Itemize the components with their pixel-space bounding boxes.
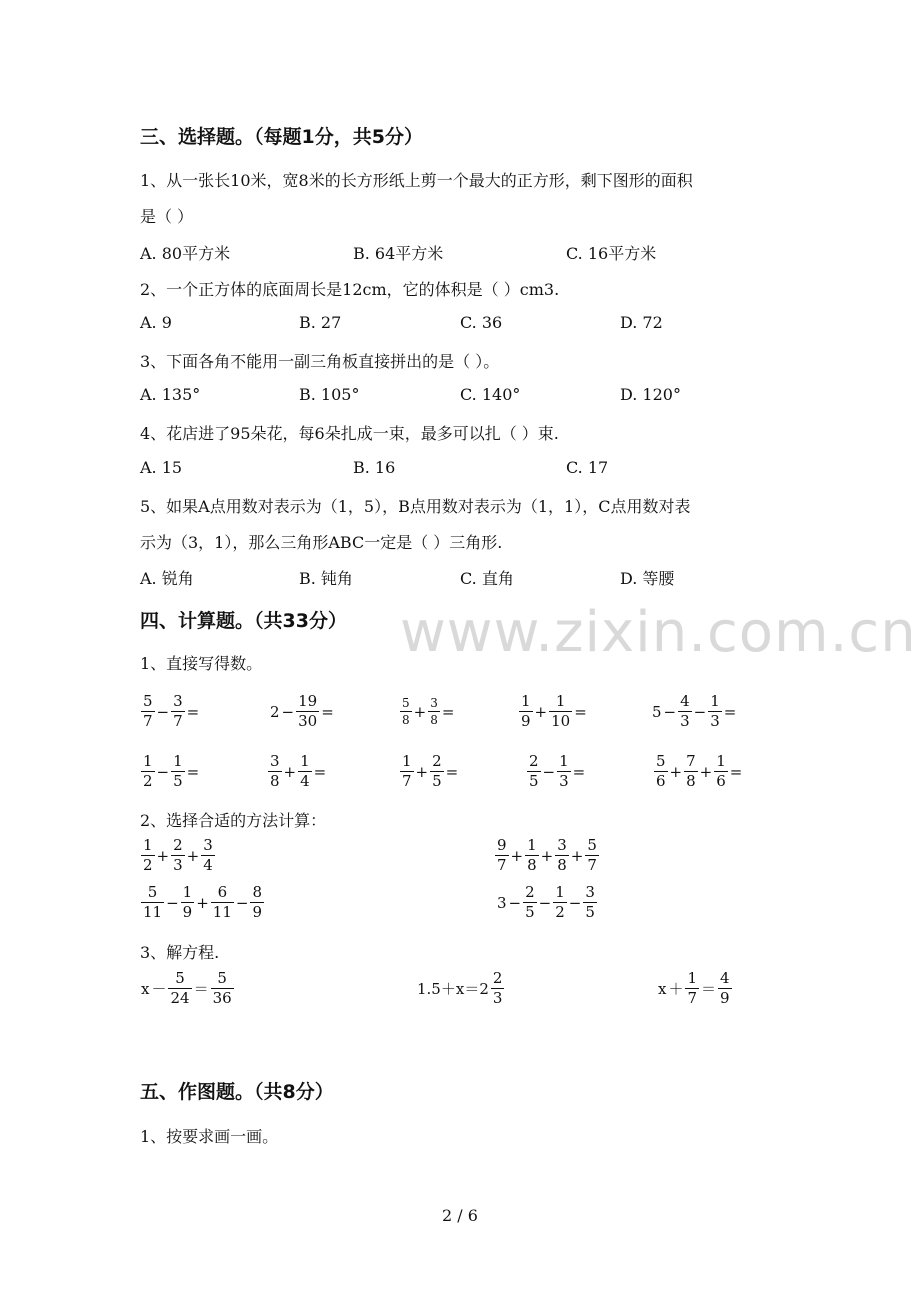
fraction: $\frac{1}{9}$: [521, 692, 531, 730]
q2-option-d: D. 72: [620, 313, 663, 332]
fraction: $\frac{5}{6}$: [656, 752, 666, 790]
fraction: $\frac{7}{8}$: [686, 752, 696, 790]
fraction: $\frac{5}{11}$: [143, 883, 163, 921]
fraction: $\frac{5}{36}$: [212, 969, 232, 1007]
fraction: $\frac{3}{8}$: [270, 752, 280, 790]
equation-1: x － $\frac{5}{24}$ ＝ $\frac{5}{36}$: [141, 969, 232, 1007]
method-calc-4: 3 − $\frac{2}{5}$ − $\frac{1}{2}$ − $\frac{3}{5}$: [497, 883, 595, 921]
fraction: $\frac{1}{3}$: [710, 692, 720, 730]
fraction: $\frac{1}{2}$: [555, 883, 565, 921]
calc-5: 5 − $\frac{4}{3}$ − $\frac{1}{3}$ =: [652, 692, 737, 730]
method-calc-1: $\frac{1}{2}$ + $\frac{2}{3}$ + $\frac{3}{4}$: [143, 836, 213, 874]
fraction: $\frac{1}{7}$: [402, 752, 412, 790]
fraction: $\frac{5}{8}$: [402, 696, 410, 727]
q1-line2: 是（ ）: [140, 207, 194, 226]
q2-option-c: C. 36: [460, 313, 503, 332]
fraction: $\frac{1}{7}$: [687, 969, 698, 1007]
q5-line1: 5、如果A点用数对表示为（1，5），B点用数对表示为（1，1），C点用数对表: [140, 497, 691, 516]
q1-option-a: A. 80平方米: [140, 244, 231, 263]
calc-8: $\frac{1}{7}$ + $\frac{2}{5}$ =: [402, 752, 459, 790]
fraction: $\frac{4}{3}$: [680, 692, 690, 730]
q3-option-c: C. 140°: [460, 385, 521, 404]
fraction: $\frac{2}{5}$: [525, 883, 535, 921]
fraction: $\frac{5}{24}$: [170, 969, 190, 1007]
fraction: $\frac{8}{9}$: [252, 883, 263, 921]
fraction: $\frac{1}{8}$: [527, 836, 537, 874]
fraction: $\frac{1}{9}$: [182, 883, 193, 921]
draw-part1-label: 1、按要求画一画。: [140, 1127, 279, 1146]
q4-option-c: C. 17: [566, 458, 609, 477]
q3-option-b: B. 105°: [299, 385, 360, 404]
equation-3: x ＋ $\frac{1}{7}$ ＝ $\frac{4}{9}$: [658, 969, 730, 1007]
q3: 3、下面各角不能用一副三角板直接拼出的是（ ）。: [140, 352, 500, 371]
q5-option-b: B. 钝角: [299, 569, 353, 588]
page-number: 2 / 6: [442, 1206, 478, 1225]
watermark: www.zixin.com.cn: [400, 600, 917, 665]
fraction: $\frac{1}{2}$: [143, 836, 153, 874]
fraction: $\frac{3}{4}$: [203, 836, 213, 874]
fraction: $\frac{6}{11}$: [212, 883, 232, 921]
calc-4: $\frac{1}{9}$ + $\frac{1}{10}$ =: [521, 692, 587, 730]
calc-6: $\frac{1}{2}$ − $\frac{1}{5}$ =: [143, 752, 200, 790]
fraction: $\frac{2}{3}$: [492, 969, 503, 1007]
fraction: $\frac{1}{4}$: [300, 752, 310, 790]
method-calc-3: $\frac{5}{11}$ − $\frac{1}{9}$ + $\frac{6}{11}$ − $\frac{8}{9}$: [143, 883, 263, 921]
section4-title: 四、计算题。（共33分）: [140, 610, 347, 632]
fraction: $\frac{3}{5}$: [585, 883, 595, 921]
q5-option-a: A. 锐角: [140, 569, 194, 588]
q5-option-c: C. 直角: [460, 569, 514, 588]
calc-7: $\frac{3}{8}$ + $\frac{1}{4}$ =: [270, 752, 327, 790]
part3-label: 3、解方程.: [140, 943, 220, 962]
fraction: $\frac{9}{7}$: [497, 836, 507, 874]
q4: 4、花店进了95朵花，每6朵扎成一束，最多可以扎（ ）束.: [140, 424, 559, 443]
calc-10: $\frac{5}{6}$ + $\frac{7}{8}$ + $\frac{1}{6}$ =: [656, 752, 743, 790]
q1-line1: 1、从一张长10米，宽8米的长方形纸上剪一个最大的正方形，剩下图形的面积: [140, 171, 693, 190]
calc-3: $\frac{5}{8}$ + $\frac{3}{8}$ =: [402, 696, 455, 727]
fraction: $\frac{1}{5}$: [173, 752, 183, 790]
method-calc-2: $\frac{9}{7}$ + $\frac{1}{8}$ + $\frac{3}{8}$ + $\frac{5}{7}$: [497, 836, 597, 874]
q2: 2、一个正方体的底面周长是12cm，它的体积是（ ）cm3.: [140, 280, 560, 299]
calc-1: $\frac{5}{7}$ − $\frac{3}{7}$ =: [143, 692, 200, 730]
fraction: $\frac{2}{5}$: [432, 752, 442, 790]
fraction: $\frac{1}{10}$: [551, 692, 571, 730]
part2-label: 2、选择合适的方法计算：: [140, 811, 327, 830]
fraction: $\frac{5}{7}$: [587, 836, 597, 874]
q2-option-a: A. 9: [140, 313, 172, 332]
fraction: $\frac{1}{2}$: [143, 752, 153, 790]
fraction: $\frac{3}{8}$: [430, 696, 438, 727]
fraction: $\frac{1}{6}$: [716, 752, 726, 790]
equation-2: 1.5＋x＝2 $\frac{2}{3}$: [417, 969, 503, 1007]
fraction: $\frac{19}{30}$: [298, 692, 318, 730]
section3-title: 三、选择题。（每题1分，共5分）: [140, 126, 423, 148]
q1-option-b: B. 64平方米: [353, 244, 444, 263]
calc-2: 2 − $\frac{19}{30}$ =: [270, 692, 334, 730]
fraction: $\frac{2}{5}$: [529, 752, 539, 790]
fraction: $\frac{3}{8}$: [557, 836, 567, 874]
section5-title: 五、作图题。（共8分）: [140, 1081, 334, 1103]
part1-label: 1、直接写得数。: [140, 654, 263, 673]
fraction: $\frac{3}{7}$: [173, 692, 183, 730]
q5-line2: 示为（3，1），那么三角形ABC一定是（ ）三角形.: [140, 533, 503, 552]
q4-option-b: B. 16: [353, 458, 396, 477]
q5-option-d: D. 等腰: [620, 569, 675, 588]
fraction: $\frac{4}{9}$: [720, 969, 730, 1007]
fraction: $\frac{1}{3}$: [559, 752, 569, 790]
q3-option-a: A. 135°: [140, 385, 201, 404]
q1-option-c: C. 16平方米: [566, 244, 657, 263]
calc-9: $\frac{2}{5}$ − $\frac{1}{3}$ =: [529, 752, 586, 790]
fraction: $\frac{5}{7}$: [143, 692, 153, 730]
q3-option-d: D. 120°: [620, 385, 681, 404]
q2-option-b: B. 27: [299, 313, 342, 332]
q4-option-a: A. 15: [140, 458, 183, 477]
fraction: $\frac{2}{3}$: [173, 836, 183, 874]
